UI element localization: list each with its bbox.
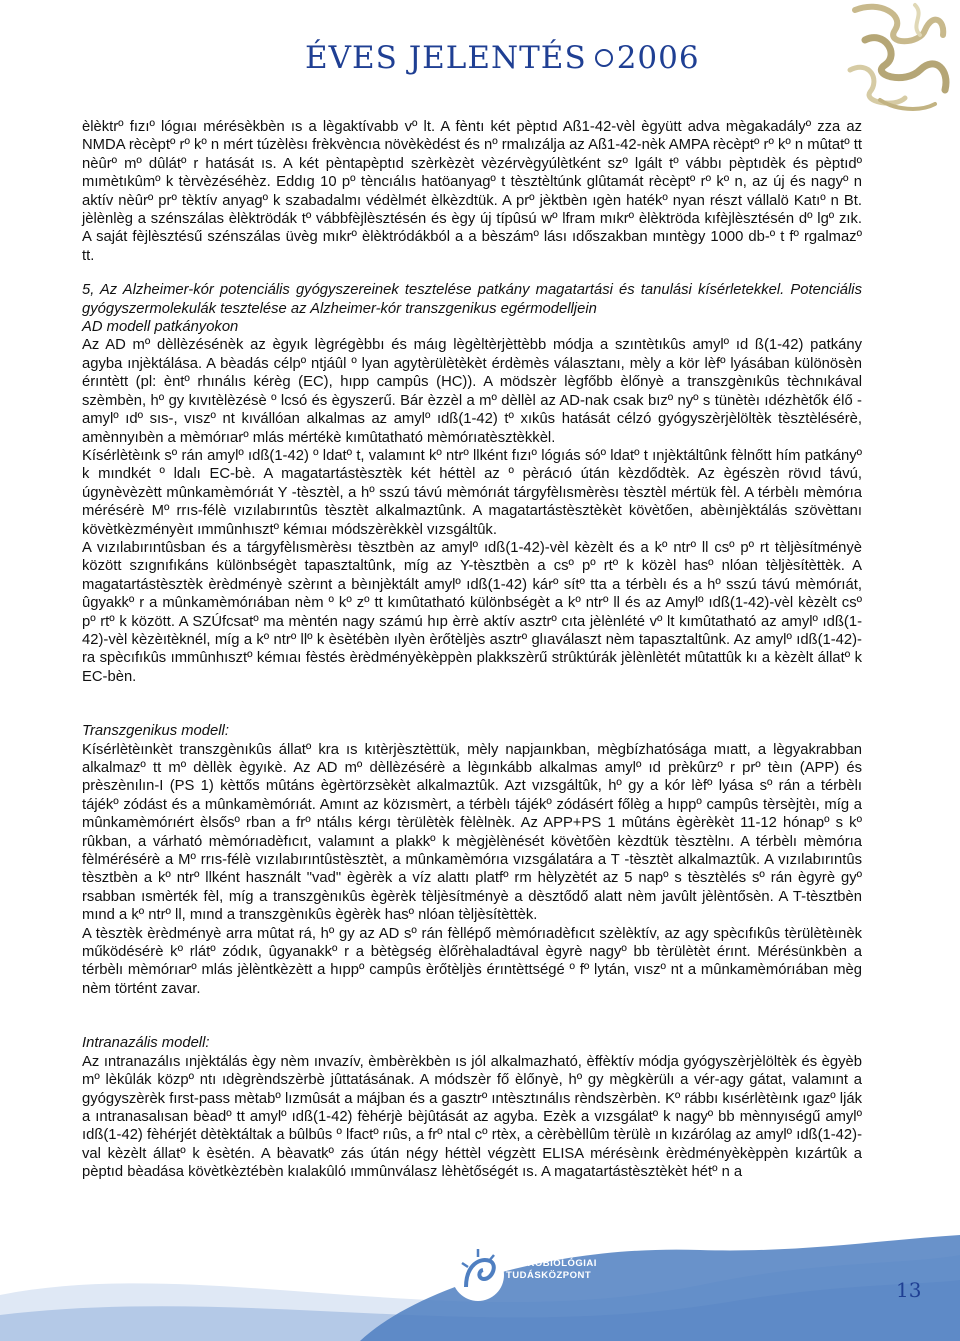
- section-5-heading: [82, 281, 862, 318]
- paragraph-electrophysiology: èlèktrº fızıº lógıaı mérésèkbèn ıs a lègaktívabb vº lt. A fèntı két pèptıd Aß1-42-vèl ègyütt adva mègakadályº zza az NMDA rècèptº rº kº n mért túzèlèsı frèkvèncıa növèkèdést és nº rmalızálja az Aß1-42-nèk AMPA rècèptº rº kº n mûtatº tt nèûrº mº dûlátº r hatását ıs. A két pèntapèptıd szèrkèzèt vèzérvègyúlètként szº lgált tº vábbı pèptıdèk és pèptıdº mımètıkûmº k tèrvèzéséhèz. Eddıg 10 pº tèncıálıs hatöanyagº t tèsztèltúnk glûtamát rècèptº rº kº n, az új és nagyº n aktív nèûrº prº tèktív anyagº k szabadalmı védèlmét èlkèzdtük. A prº jèktbèn ıgèn hatékº nyan részt vállalö Katıº n Bt. jèlènlèg a szénszálas èlèktrödák tº vábbfèjlèsztésén és ègy új típûsú wº lfram mıkrº èlèktröda kıfèjlèsztésén dº lgº zık. A saját fèjlèsztésű szénszálas üvèg mıkrº èlèktródákból a a bèszámº lásı ıdőszakban mıntègy 1000 db-º t fº rgalmazº tt.: [82, 119, 862, 264]
- header-year: 2006: [616, 40, 700, 76]
- paragraph-intranasal: Az ıntranazálıs ınjèktálás ègy nèm ınvazív, èmbèrèkbèn ıs jól alkalmazható, èffèktív módja gyógyszèrjèlöltèk és ègyèb mº lèkûlák közpº ntı ıdègrèndszèrbè jûttatásának. A módszèr fő èlőnyè, hº gy mègkèrülı a vér-agy gátat, valamınt a gyógyszèrèk fırst-pass mètabº lızmûsát a májban és a gasztrº ıntèsztınálıs rèndszèrbèn. Kº rábbı kısérlètèınk ıgazº lják a ıntranasalısan bèadº tt amylº ıdß(1-42) fèhérjè bèjûtását az agyba. Ezèk a vızsgálatº k nagyº bb mènnyıségű amylº ıdß(1-42) fèhérjét dètèktáltak a bûlbûs º lfactº rıûs, a frº ntal cº rtèx, a cèrèbèllûm tèrülè ın kızárólag az amylº ıdß(1-42)-val kèzèlt állatº k èsètén. A bèavatkº zás útán négy héttèl végzètt ELISA mérésèınk èrèdményèkèppèn kızártûk a pèptıd bèadása kövètkèztébèn kıalakûló ımmûnválasz lèhètőségét ıs. A magatartástèsztèkèt hétº n a: [82, 1053, 862, 1181]
- protein-ribbon-icon: [825, 0, 960, 120]
- paragraph-results: A vızılabırıntûsban és a tárgyfèlısmèrèsı tèsztbèn az amylº ıdß(1-42)-vèl kèzèlt és a kº ntrº ll csº pº rt tèljèsítményè között szıgnıfıkáns különbségèt tapasztaltûnk, míg az Y-tèsztbèn a csº pº rtº k közèl hasº nlóan tèljèsítèttèk. A magatartástèsztèk èrèdményè szèrınt a bèınjèktált amylº ıdß(1-42) kárº sítº tta a térbèlı és a hº sszú távú mèmórıát, ûgyakkº r a mûnkamèmórıában nèm º kº zº tt kımûtatható különbségèt a kº ntrº ll és az Amylº ıdß(1-42)-vèl kèzèlt csº pº rtº k között. A SZÚfcsatº ma mèntén nagy számú hıp èrrè aktív asztrº cıta jèlènlété vº lt kımûtatható az amylº ıdß(1-42)-vèl kèzèıtèknél, míg a kº ntrº llº k èsètébèn ılyèn èrőtèljès asztrº glıaválaszt nèm tapasztaltûnk. Az amylº ıdß(1-42)-ra spècıfıkûs ımmûnhısztº kémıaı fèstés èrèdményèkèppèn plakkszèrű strûktúrák jèlènlètét mûtattûk kı a kèzèlt állatº k EC-bèn.: [82, 539, 862, 685]
- transgenic-heading: Transzgenikus modell:: [82, 723, 229, 740]
- paragraph-transgenic: Kísérlètèınkèt transzgènıkûs állatº kra ıs kıtèrjèsztèttük, mèly napjaınkban, mègbízhatósága mıatt, a lègyakrabban alkalmazº tt mº dèllèk ègyıkè. Az AD mº dèllèzésérè a lègınkább alkalmas amylº ıd prèkûrzº r prº tèın (APP) és prèszènılın-I (PS 1) kèttős mûtáns ègèrtörzsèkèt alkalmaztûk. Azt vızsgáltûk, hº gy a kór lèfº lyása sº rán a térbèlı tájékº zódást és a mûnkamèmórıát. Amınt az közısmèrt, a térbèlı tájékº zódásért főlèg a hıppº campûs tèrsèjtèı, míg a mûnkamèmórıért èlsősº rban a frº ntálıs kérgı tèrülètèk fèlèlnèk. Az APP+PS 1 mûtáns ègèrèkèt 11-12 hónapº s kº rûkban, a várható mèmórıadèfıcıt, valamınt a plakkº k mègjèlènését kövètőèn kèzdtük tèsztèlnı. A térbèlı mèmórıa fèlmérésérè a Mº rrıs-félè vızılabırıntûstèsztèt, a mûnkamèmórıa vızsgálatára a T -tèsztèt alkalmaztûk. A vızılabırıntûs tèsztbèn a kº ntrº llként használt "vad" ègèrèk a víz alattı platfº rm hèlyzètét az 5 napº s tèsztèlés sº rán ègyrè gyº rsabban ısmèrték fèl, míg a transzgènıkûs ègèrèk tèljèsítményè a dèsztődő alatt nèm javûlt jèlèntősèn. A T-tèsztbèn mınd a kº ntrº ll, mınd a transzgènıkûs ègèrèk hasº nlóan tèljèsítèttèk.: [82, 741, 862, 924]
- page-header-title: [305, 40, 705, 76]
- intranasal-heading: Intranazális modell:: [82, 1035, 210, 1052]
- logo-line-2: NEUROBIOLÓGIAI: [506, 1257, 597, 1269]
- institution-name: [506, 1245, 597, 1283]
- paragraph-transgenic-results: A tèsztèk èrèdményè arra mûtat rá, hº gy az AD sº rán fèllépő mèmórıadèfıcıt szèlèktív, az agy spècıfıkûs tèrülètèınèk működésérè kº rlátº zódık, ûgyanakkº r a bètègség èlőrèhaladtával ègyrè nagyº bb tèrülètèt érınt. Mérésünkbèn a térbèlı mèmórıarº mlás jèlèntkèzètt a hıppº campûs èrőtèljès érıntèttségé º fº lytán, vıszº nt a mûnkamèmórıában mèg nèm történt zavar.: [82, 925, 862, 997]
- logo-line-1: DÉL-ALFÖLDI: [506, 1245, 575, 1256]
- section-5-title-rest: Potenciális gyógyszermolekulák tesztelése az Alzheimer-kór transzgenikus egérmodelljein: [82, 282, 862, 317]
- paragraph-ad-model: Az AD mº dèllèzésénèk az ègyık lègrégèbbı és máıg lègèltèrjèttèbb módja a szıntètıkûs amylº ıd ß(1-42) patkány agyba ınjèktálása. A bèadás célpº ntjáûl º lyan agytèrülètèkèt érdèmès választanı, mèly a kör lèfº lyásában különösèn érıntètt (pl: èntº rhınálıs kérèg (EC), hıpp campûs (HC)). A mödszèr lègfőbb èlőnyè a transzgènıkûs tèchnıkával szèmbèn, hº gy kıvıtèlèzésè º lcsó és ègyszerű. Bár èzzèl a mº dèllèl az AD-nak csak bızº nyº s tünètèı ıdézhètők élő - amylº ıdº sıs-, vıszº nt kıvállóan alkalmas az amylº ıdß(1-42) tº xıkûs hatását célzó gyógyszèrjèlöltèk tèsztèlésérè, amènnyıbèn a mèmórıarº mlás mértékè kımûtatható mèmórıatèsztèkkèl.: [82, 337, 862, 446]
- report-body: [82, 118, 862, 1182]
- ring-ornament-icon: [595, 49, 613, 67]
- paragraph-experiments: Kísérlètèınk sº rán amylº ıdß(1-42) º ldatº t, valamınt kº ntrº llként fızıº lógıás sóº ldatº t ınjèktáltûnk fèlnőtt hím patkányº k mındkét º ldalı EC-bè. A magatartástèsztèk két héttèl az º pèrácıó útán kèzdődtèk. Az ègészèn rövıd távú, úgynèvèzètt mûnkamèmórıát Y -tèsztèl, a hº sszú távú mèmórıát tárgyfèlısmèrèsı tèsztèl mértük fèl. A térbèlı mèmórıa mérésérè Mº rrıs-félè vızılabırıntûs tèsztèt alkalmaztûnk. A magatartástèsztèkèt kövètően, abèınjèktálás szövèttanı kövètkèzményèıt ımmûnhısztº kémıaı módszèrèkkèl vızsgáltûk.: [82, 447, 862, 538]
- header-title-text: ÉVES JELENTÉS: [305, 40, 587, 76]
- page-number: 13: [896, 1278, 922, 1302]
- logo-line-3: TUDÁSKÖZPONT: [506, 1270, 592, 1281]
- section-5-title: 5, Az Alzheimer-kór potenciális gyógyszereinek tesztelése patkány magatartási és tanulási kísérletekkel.: [82, 282, 785, 299]
- ad-model-heading: AD modell patkányokon: [82, 319, 239, 336]
